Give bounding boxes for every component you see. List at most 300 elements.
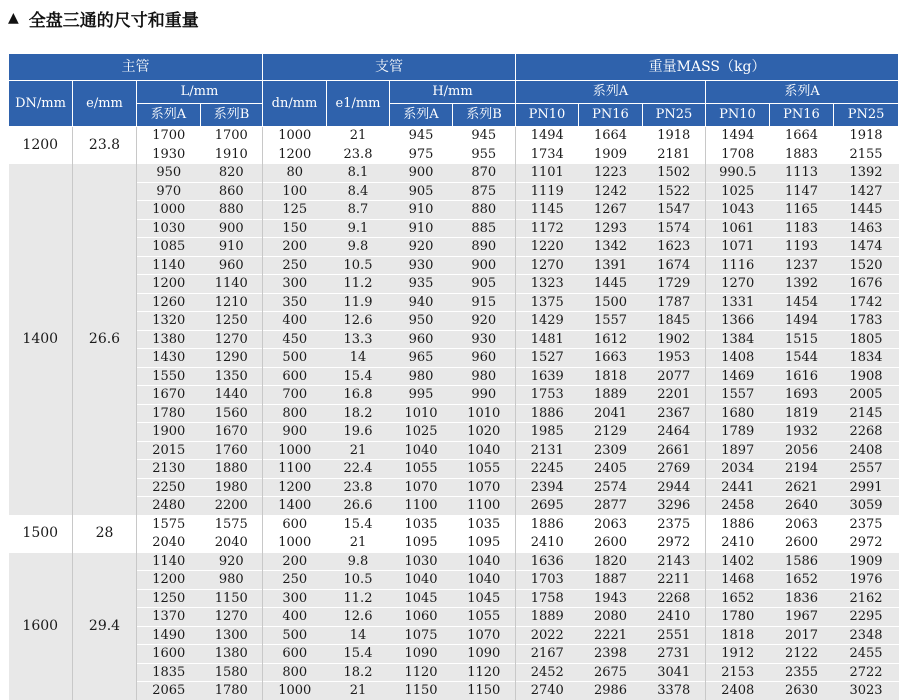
- table-cell: 2441: [706, 478, 770, 497]
- table-cell: 1100: [263, 460, 327, 479]
- table-cell: 80: [263, 164, 327, 183]
- table-cell: 2769: [643, 460, 706, 479]
- table-cell: 1375: [516, 293, 579, 312]
- table-cell: 1670: [137, 386, 201, 405]
- table-cell: 1430: [137, 349, 201, 368]
- table-cell: 1392: [770, 275, 834, 294]
- table-cell: 3378: [643, 682, 706, 700]
- table-cell: 1703: [516, 571, 579, 590]
- table-cell: 1734: [516, 145, 579, 164]
- table-row: [9, 515, 899, 534]
- table-cell: 1612: [579, 330, 643, 349]
- table-cell: 990: [453, 386, 516, 405]
- table-cell: 1700: [137, 127, 201, 146]
- table-cell: 1886: [706, 515, 770, 534]
- table-cell: 1025: [390, 423, 453, 442]
- table-cell: 1260: [137, 293, 201, 312]
- table-cell: 1912: [706, 645, 770, 664]
- table-cell: 1780: [137, 404, 201, 423]
- main-e-cell: 29.4: [73, 552, 137, 700]
- table-cell: 600: [263, 645, 327, 664]
- table-cell: 1045: [453, 589, 516, 608]
- table-cell: 19.6: [327, 423, 390, 442]
- table-cell: 930: [390, 256, 453, 275]
- table-row: [9, 201, 899, 220]
- table-cell: 9.8: [327, 552, 390, 571]
- header-pn16: PN16: [579, 104, 643, 127]
- table-cell: 1560: [201, 404, 263, 423]
- table-cell: 910: [390, 201, 453, 220]
- table-cell: 100: [263, 182, 327, 201]
- table-cell: 1100: [453, 497, 516, 516]
- table-cell: 1061: [706, 219, 770, 238]
- table-cell: 1120: [390, 663, 453, 682]
- table-cell: 2063: [770, 515, 834, 534]
- table-cell: 2394: [516, 478, 579, 497]
- table-cell: 1900: [137, 423, 201, 442]
- table-cell: 1820: [579, 552, 643, 571]
- table-cell: 2143: [643, 552, 706, 571]
- table-cell: 2574: [579, 478, 643, 497]
- table-row: [9, 219, 899, 238]
- table-cell: 1616: [770, 367, 834, 386]
- table-cell: 600: [263, 367, 327, 386]
- table-cell: 860: [201, 182, 263, 201]
- table-cell: 1780: [706, 608, 770, 627]
- table-cell: 900: [201, 219, 263, 238]
- table-cell: 880: [201, 201, 263, 220]
- table-cell: 125: [263, 201, 327, 220]
- table-cell: 2250: [137, 478, 201, 497]
- table-cell: 1429: [516, 312, 579, 331]
- table-cell: 1445: [579, 275, 643, 294]
- table-cell: 500: [263, 349, 327, 368]
- table-cell: 1636: [516, 552, 579, 571]
- table-cell: 920: [453, 312, 516, 331]
- table-cell: 2398: [579, 645, 643, 664]
- table-cell: 1030: [137, 219, 201, 238]
- table-cell: 2986: [579, 682, 643, 700]
- header-pn10: PN10: [516, 104, 579, 127]
- table-cell: 1040: [453, 441, 516, 460]
- table-cell: 1250: [201, 312, 263, 331]
- table-cell: 9.1: [327, 219, 390, 238]
- table-cell: 2034: [706, 460, 770, 479]
- table-cell: 960: [453, 349, 516, 368]
- table-cell: 900: [453, 256, 516, 275]
- table-cell: 1557: [706, 386, 770, 405]
- table-cell: 9.8: [327, 238, 390, 257]
- table-body: [9, 127, 899, 700]
- table-cell: 250: [263, 256, 327, 275]
- table-cell: 1918: [834, 127, 899, 146]
- table-cell: 2408: [834, 441, 899, 460]
- table-cell: 2480: [137, 497, 201, 516]
- table-cell: 2063: [579, 515, 643, 534]
- table-cell: 2130: [137, 460, 201, 479]
- table-cell: 2458: [706, 497, 770, 516]
- table-cell: 2268: [643, 589, 706, 608]
- table-cell: 900: [390, 164, 453, 183]
- table-cell: 910: [201, 238, 263, 257]
- table-cell: 1150: [201, 589, 263, 608]
- table-cell: 22.4: [327, 460, 390, 479]
- table-cell: 1481: [516, 330, 579, 349]
- table-cell: 3296: [643, 497, 706, 516]
- table-cell: 1836: [770, 589, 834, 608]
- table-cell: 2162: [834, 589, 899, 608]
- table-cell: 1897: [706, 441, 770, 460]
- table-cell: 12.6: [327, 608, 390, 627]
- table-cell: 1035: [453, 515, 516, 534]
- table-cell: 1664: [579, 127, 643, 146]
- table-cell: 1932: [770, 423, 834, 442]
- table-cell: 1010: [453, 404, 516, 423]
- table-cell: 1290: [201, 349, 263, 368]
- table-cell: 1025: [706, 182, 770, 201]
- table-cell: 2661: [643, 441, 706, 460]
- table-cell: 8.1: [327, 164, 390, 183]
- table-cell: 2640: [770, 497, 834, 516]
- table-row: [9, 423, 899, 442]
- table-cell: 1055: [453, 460, 516, 479]
- table-cell: 1380: [201, 645, 263, 664]
- table-cell: 1664: [770, 127, 834, 146]
- table-cell: 980: [453, 367, 516, 386]
- table-cell: 1270: [201, 330, 263, 349]
- table-row: [9, 571, 899, 590]
- table-cell: 1210: [201, 293, 263, 312]
- table-cell: 1527: [516, 349, 579, 368]
- table-cell: 1494: [516, 127, 579, 146]
- table-cell: 2056: [770, 441, 834, 460]
- table-row: [9, 589, 899, 608]
- table-cell: 1116: [706, 256, 770, 275]
- table-cell: 15.4: [327, 367, 390, 386]
- table-cell: 1120: [453, 663, 516, 682]
- table-cell: 1071: [706, 238, 770, 257]
- table-cell: 980: [390, 367, 453, 386]
- table-cell: 1902: [643, 330, 706, 349]
- header-e1: e1/mm: [327, 81, 390, 127]
- table-row: [9, 460, 899, 479]
- table-cell: 1520: [834, 256, 899, 275]
- main-e-cell: 26.6: [73, 164, 137, 516]
- table-cell: 2410: [706, 534, 770, 553]
- main-e-cell: 28: [73, 515, 137, 552]
- table-cell: 2972: [834, 534, 899, 553]
- table-cell: 1985: [516, 423, 579, 442]
- header-pn16: PN16: [770, 104, 834, 127]
- table-cell: 1320: [137, 312, 201, 331]
- table-cell: 1119: [516, 182, 579, 201]
- table-cell: 1350: [201, 367, 263, 386]
- table-cell: 1400: [263, 497, 327, 516]
- table-cell: 1494: [706, 127, 770, 146]
- table-cell: 1976: [834, 571, 899, 590]
- table-row: [9, 645, 899, 664]
- section-title-text: 全盘三通的尺寸和重量: [28, 10, 199, 31]
- table-cell: 2464: [643, 423, 706, 442]
- table-cell: 1676: [834, 275, 899, 294]
- table-cell: 3059: [834, 497, 899, 516]
- header-e-main: e/mm: [73, 81, 137, 127]
- table-cell: 1909: [579, 145, 643, 164]
- table-cell: 14: [327, 349, 390, 368]
- table-cell: 1113: [770, 164, 834, 183]
- table-cell: 15.4: [327, 515, 390, 534]
- table-cell: 1237: [770, 256, 834, 275]
- table-row: [9, 238, 899, 257]
- table-cell: 800: [263, 663, 327, 682]
- table-cell: 1663: [579, 349, 643, 368]
- table-cell: 1220: [516, 238, 579, 257]
- table-row: [9, 164, 899, 183]
- header-weight: 重量MASS（kg）: [516, 54, 899, 81]
- table-cell: 1000: [263, 534, 327, 553]
- table-row: [9, 127, 899, 146]
- table-cell: 1967: [770, 608, 834, 627]
- table-cell: 2041: [579, 404, 643, 423]
- table-cell: 1408: [706, 349, 770, 368]
- table-cell: 2551: [643, 626, 706, 645]
- table-cell: 1040: [453, 552, 516, 571]
- table-cell: 2991: [834, 478, 899, 497]
- header-weight-series-a-2: 系列A: [706, 81, 899, 104]
- dimensions-weight-table: [8, 53, 899, 700]
- table-cell: 1323: [516, 275, 579, 294]
- table-cell: 990.5: [706, 164, 770, 183]
- table-cell: 1889: [579, 386, 643, 405]
- table-cell: 875: [453, 182, 516, 201]
- table-cell: 975: [390, 145, 453, 164]
- header-l-series-a: 系列A: [137, 104, 201, 127]
- table-cell: 1652: [770, 571, 834, 590]
- table-cell: 1557: [579, 312, 643, 331]
- table-cell: 1000: [263, 682, 327, 700]
- table-cell: 1953: [643, 349, 706, 368]
- table-cell: 1000: [263, 441, 327, 460]
- table-row: [9, 386, 899, 405]
- table-cell: 1886: [516, 404, 579, 423]
- header-h: H/mm: [390, 81, 516, 104]
- table-cell: 2557: [834, 460, 899, 479]
- table-cell: 1150: [390, 682, 453, 700]
- table-cell: 1474: [834, 238, 899, 257]
- table-cell: 1674: [643, 256, 706, 275]
- table-cell: 2375: [643, 515, 706, 534]
- table-cell: 1780: [201, 682, 263, 700]
- table-cell: 1818: [579, 367, 643, 386]
- header-h-series-b: 系列B: [453, 104, 516, 127]
- table-cell: 2200: [201, 497, 263, 516]
- table-cell: 18.2: [327, 404, 390, 423]
- table-cell: 1145: [516, 201, 579, 220]
- table-cell: 2405: [579, 460, 643, 479]
- table-cell: 1075: [390, 626, 453, 645]
- table-cell: 400: [263, 312, 327, 331]
- table-row: [9, 534, 899, 553]
- table-cell: 2972: [643, 534, 706, 553]
- table-cell: 1680: [706, 404, 770, 423]
- table-cell: 1200: [263, 145, 327, 164]
- table-cell: 1805: [834, 330, 899, 349]
- table-cell: 450: [263, 330, 327, 349]
- table-cell: 1100: [390, 497, 453, 516]
- table-cell: 905: [453, 275, 516, 294]
- table-cell: 1055: [453, 608, 516, 627]
- table-cell: 2077: [643, 367, 706, 386]
- header-dn-branch: dn/mm: [263, 81, 327, 127]
- header-h-series-a: 系列A: [390, 104, 453, 127]
- table-cell: 920: [201, 552, 263, 571]
- table-cell: 1223: [579, 164, 643, 183]
- table-cell: 2877: [579, 497, 643, 516]
- table-cell: 2017: [770, 626, 834, 645]
- table-cell: 1845: [643, 312, 706, 331]
- table-cell: 21: [327, 682, 390, 700]
- header-dn-main: DN/mm: [9, 81, 73, 127]
- table-cell: 300: [263, 589, 327, 608]
- table-cell: 2355: [770, 663, 834, 682]
- table-cell: 980: [201, 571, 263, 590]
- table-cell: 1070: [453, 626, 516, 645]
- table-cell: 600: [263, 515, 327, 534]
- table-cell: 945: [390, 127, 453, 146]
- table-cell: 11.9: [327, 293, 390, 312]
- table-cell: 2201: [643, 386, 706, 405]
- table-cell: 1055: [390, 460, 453, 479]
- table-cell: 940: [390, 293, 453, 312]
- table-cell: 700: [263, 386, 327, 405]
- table-cell: 2408: [706, 682, 770, 700]
- table-cell: 1384: [706, 330, 770, 349]
- table-cell: 1693: [770, 386, 834, 405]
- table-cell: 2295: [834, 608, 899, 627]
- table-cell: 1600: [137, 645, 201, 664]
- table-cell: 2015: [137, 441, 201, 460]
- table-cell: 500: [263, 626, 327, 645]
- table-row: [9, 441, 899, 460]
- table-cell: 2194: [770, 460, 834, 479]
- table-cell: 1670: [201, 423, 263, 442]
- table-cell: 1300: [201, 626, 263, 645]
- table-cell: 350: [263, 293, 327, 312]
- table-cell: 1172: [516, 219, 579, 238]
- table-cell: 1880: [201, 460, 263, 479]
- table-cell: 1708: [706, 145, 770, 164]
- table-cell: 1200: [263, 478, 327, 497]
- main-dn-cell: 1600: [9, 552, 73, 700]
- table-cell: 950: [390, 312, 453, 331]
- table-cell: 1045: [390, 589, 453, 608]
- table-cell: 2309: [579, 441, 643, 460]
- table-cell: 1095: [390, 534, 453, 553]
- table-row: [9, 552, 899, 571]
- table-cell: 3041: [643, 663, 706, 682]
- table-cell: 10.5: [327, 571, 390, 590]
- table-cell: 935: [390, 275, 453, 294]
- table-cell: 1140: [137, 552, 201, 571]
- table-cell: 2731: [643, 645, 706, 664]
- table-cell: 400: [263, 608, 327, 627]
- section-title: [8, 6, 199, 30]
- main-dn-cell: 1500: [9, 515, 73, 552]
- table-cell: 820: [201, 164, 263, 183]
- table-cell: 2455: [834, 645, 899, 664]
- table-cell: 2675: [579, 663, 643, 682]
- table-cell: 1085: [137, 238, 201, 257]
- table-cell: 1090: [453, 645, 516, 664]
- header-branch-pipe: 支管: [263, 54, 516, 81]
- table-cell: 905: [390, 182, 453, 201]
- table-cell: 800: [263, 404, 327, 423]
- table-cell: 15.4: [327, 645, 390, 664]
- table-row: [9, 275, 899, 294]
- header-pn10: PN10: [706, 104, 770, 127]
- table-cell: 2410: [516, 534, 579, 553]
- table-cell: 965: [390, 349, 453, 368]
- table-cell: 21: [327, 127, 390, 146]
- table-cell: 1331: [706, 293, 770, 312]
- table-row: [9, 256, 899, 275]
- table-cell: 1652: [706, 589, 770, 608]
- table-cell: 2129: [579, 423, 643, 442]
- table-cell: 955: [453, 145, 516, 164]
- table-cell: 1787: [643, 293, 706, 312]
- table-cell: 1742: [834, 293, 899, 312]
- table-cell: 1502: [643, 164, 706, 183]
- table-row: [9, 608, 899, 627]
- table-cell: 2600: [579, 534, 643, 553]
- table-cell: 2040: [137, 534, 201, 553]
- table-cell: 2145: [834, 404, 899, 423]
- table-cell: 1070: [453, 478, 516, 497]
- table-cell: 1140: [201, 275, 263, 294]
- table-cell: 2065: [137, 682, 201, 700]
- table-cell: 1366: [706, 312, 770, 331]
- table-cell: 1700: [201, 127, 263, 146]
- table-cell: 995: [390, 386, 453, 405]
- header-weight-series-a-1: 系列A: [516, 81, 706, 104]
- table-cell: 1575: [137, 515, 201, 534]
- table-cell: 2944: [643, 478, 706, 497]
- table-row: [9, 626, 899, 645]
- table-row: [9, 367, 899, 386]
- table-cell: 1090: [390, 645, 453, 664]
- table-cell: 21: [327, 534, 390, 553]
- table-row: [9, 349, 899, 368]
- table-cell: 1000: [263, 127, 327, 146]
- table-cell: 1454: [770, 293, 834, 312]
- table-cell: 1908: [834, 367, 899, 386]
- table-cell: 11.2: [327, 589, 390, 608]
- table-cell: 1918: [643, 127, 706, 146]
- table-row: [9, 404, 899, 423]
- table-cell: 200: [263, 552, 327, 571]
- triangle-icon: ▲: [8, 10, 19, 26]
- table-cell: 1887: [579, 571, 643, 590]
- table-cell: 1753: [516, 386, 579, 405]
- header-pn25: PN25: [834, 104, 899, 127]
- table-cell: 2131: [516, 441, 579, 460]
- table-cell: 870: [453, 164, 516, 183]
- table-cell: 1943: [579, 589, 643, 608]
- table-cell: 2621: [770, 478, 834, 497]
- table-cell: 1760: [201, 441, 263, 460]
- table-row: [9, 497, 899, 516]
- table-cell: 1550: [137, 367, 201, 386]
